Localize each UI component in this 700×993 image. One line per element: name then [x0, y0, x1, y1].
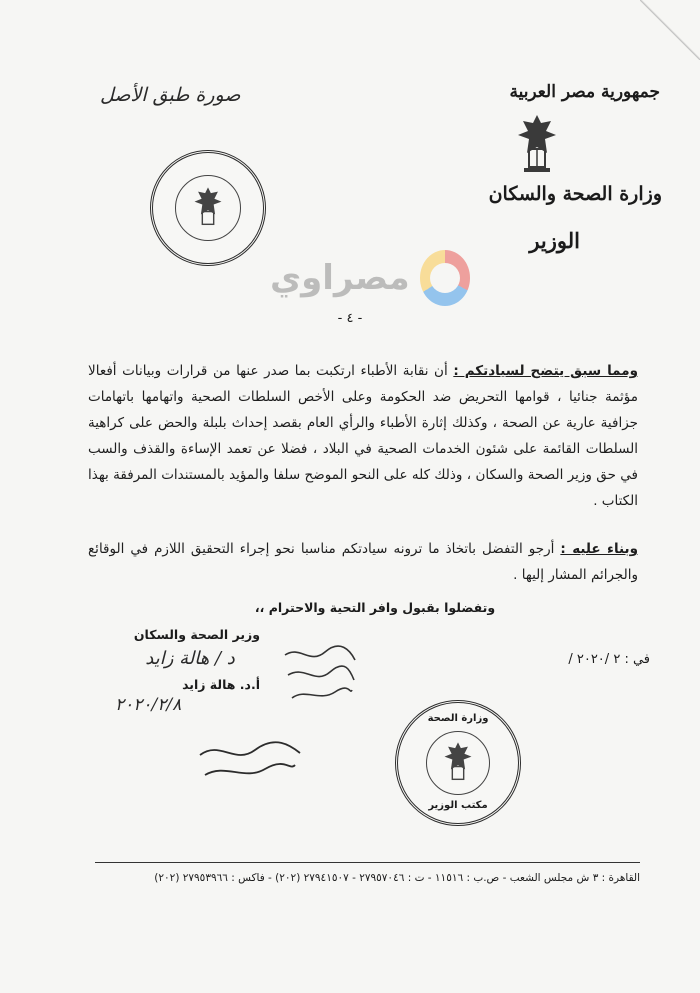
seal-eagle-icon — [190, 186, 226, 230]
signature-handwritten-date: ٢٠٢٠/٢/٨ — [115, 695, 182, 715]
signer-name: أ.د. هالة زايد — [182, 677, 260, 692]
minister-office: الوزير — [529, 228, 580, 253]
eagle-emblem-icon — [514, 113, 560, 175]
closing-line: وتفضلوا بقبول وافر التحية والاحترام ،، — [254, 600, 496, 615]
ministry-name: وزارة الصحة والسكان — [488, 183, 662, 205]
footer-address: القاهرة : ٣ ش مجلس الشعب - ص.ب : ١١٥١٦ - ت : ٢٧٩٥٧٠٤٦ - ٢٧٩٤١٥٠٧ (٢٠٢) - فاكس : ٢٧٩٥٣٩٦٦ (٢٠٢) — [154, 872, 640, 884]
page-number: - ٤ - — [337, 311, 363, 326]
paragraph-findings-text: أن نقابة الأطباء ارتكبت بما صدر عنها من قرارات وبيانات أفعالا مؤثمة جنائيا ، قوامها التحريض ضد الحكومة وعلى الأخص السلطات الصحية واتهامها باتهامات جزافية عارية عن الصحة ، وكذلك إثارة الأطباء والرأي العام بقصد إحداث بلبلة والحض على كراهية السلطات القائمة على شئون الخدمات الصحية في البلاد ، فضلا عن تعمد الإساءة والقذف والسب في حق وزير الصحة والسكان ، وذلك كله على النحو الموضح سلفا والمؤيد بالمستندات المرفقة بهذا الكتاب . — [88, 363, 638, 509]
paragraph-request — [88, 536, 638, 588]
page-fold — [640, 0, 700, 60]
certified-signature-bottom — [195, 735, 305, 785]
masrawy-logo-icon — [420, 250, 470, 306]
seal-bottom-text: مكتب الوزير — [428, 800, 488, 811]
certified-copy-note: صورة طبق الأصل — [100, 84, 241, 106]
signer-handwritten-name: د / هالة زايد — [145, 648, 235, 669]
paragraph-findings — [88, 358, 638, 514]
watermark-text: مصراوي — [270, 258, 410, 298]
date-line — [568, 652, 650, 667]
date-value: / ٢ /٢٠٢٠ — [568, 652, 621, 667]
minister-office-seal — [395, 700, 521, 826]
paragraph-request-lead: وبناء عليه : — [560, 541, 638, 557]
date-label: في : — [624, 652, 650, 667]
seal-top-text: وزارة الصحة — [427, 713, 489, 724]
paragraph-findings-lead: ومما سبق يتضح لسيادتكم : — [453, 363, 638, 379]
country-name: جمهورية مصر العربية — [509, 82, 660, 102]
footer-divider — [95, 862, 640, 863]
ministry-seal-top — [150, 150, 266, 266]
signer-title: وزير الصحة والسكان — [133, 627, 260, 642]
seal-eagle-icon — [440, 741, 476, 785]
handwritten-signature-middle — [280, 640, 360, 710]
masrawy-watermark — [270, 248, 470, 308]
paragraph-request-text: أرجو التفضل باتخاذ ما ترونه سيادتكم مناسبا نحو إجراء التحقيق اللازم في الوقائع والجرائم المشار إليها . — [88, 541, 638, 583]
